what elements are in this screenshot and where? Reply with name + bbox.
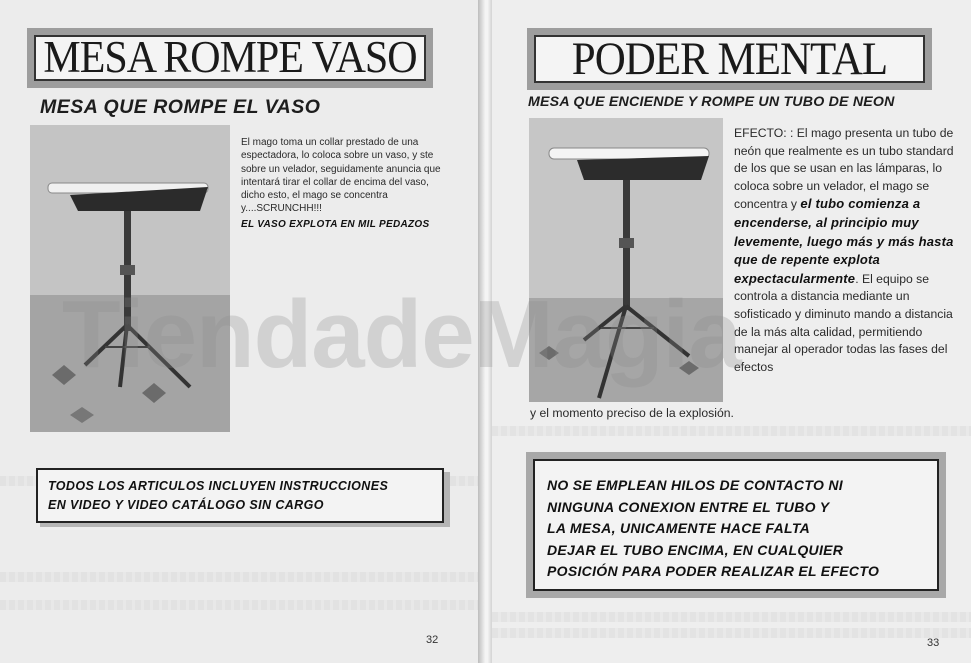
right-page xyxy=(492,0,971,663)
right-intro-text: EFECTO: : El mago presenta un tubo de neón que realmente es un tubo standard de los que se usan en las lámparas, lo coloca sobre un velador, el mago se concentra y xyxy=(734,126,954,212)
bleed-through-line xyxy=(492,426,971,436)
right-notice-box xyxy=(533,459,939,591)
right-product-photo xyxy=(529,118,723,402)
bleed-through-line xyxy=(0,600,480,610)
notice-line: POSICIÓN PARA PODER REALIZAR EL EFECTO xyxy=(547,563,880,579)
right-after-text: . El equipo se controla a distancia mediante un sofisticado y diminuto mando a distancia de la más alta calidad, permitiendo manejar al operador todas las fases del efectos xyxy=(734,271,953,374)
notice-line: TODOS LOS ARTICULOS INCLUYEN INSTRUCCIONES xyxy=(48,479,389,493)
notice-line: NINGUNA CONEXION ENTRE EL TUBO Y xyxy=(547,498,830,515)
watermark: TiendadeMagia xyxy=(62,281,741,388)
left-title-frame xyxy=(27,28,433,88)
right-page-number: 33 xyxy=(927,637,940,649)
right-page-title: PODER MENTAL xyxy=(571,33,888,85)
left-page-title: MESA ROMPE VASO xyxy=(43,33,417,83)
left-product-photo xyxy=(30,125,230,432)
bleed-through-line xyxy=(492,612,971,622)
notice-line: LA MESA, UNICAMENTE HACE FALTA xyxy=(547,520,811,536)
right-notice-frame xyxy=(526,452,946,598)
bleed-through-line xyxy=(492,628,971,638)
right-description xyxy=(734,125,956,376)
left-page-subtitle: MESA QUE ROMPE EL VASO xyxy=(40,96,321,118)
right-page-subtitle: MESA QUE ENCIENDE Y ROMPE UN TUBO DE NEON xyxy=(528,94,895,110)
notice-line: DEJAR EL TUBO ENCIMA, EN CUALQUIER xyxy=(547,541,844,558)
left-notice-box xyxy=(36,468,444,523)
notice-line: EN VIDEO Y VIDEO CATÁLOGO SIN CARGO xyxy=(48,498,324,512)
notice-line: NO SE EMPLEAN HILOS DE CONTACTO NI xyxy=(547,477,843,493)
left-description-text: El mago toma un collar prestado de una espectadora, lo coloca sobre un vaso, y ste sobre un velador, seguidamente anuncia que intentará tirar el collar de encima del vaso, dicho esto, el mago se concentra y....SCRUNCHH!!! xyxy=(241,137,441,215)
left-page xyxy=(0,0,480,663)
bleed-through-line xyxy=(0,572,480,582)
right-title-frame xyxy=(527,28,932,90)
left-description xyxy=(241,136,451,231)
right-bold-text: el tubo comienza a encenderse, al principio muy levemente, luego más y más hasta que de repente explota expectacularmente xyxy=(734,196,954,286)
left-emphasis-text: EL VASO EXPLOTA EN MIL PEDAZOS xyxy=(241,218,430,230)
neon-table-illustration xyxy=(529,118,723,402)
left-page-number: 32 xyxy=(426,634,439,646)
table-stand-illustration xyxy=(30,125,230,432)
right-tail-text: y el momento preciso de la explosión. xyxy=(530,406,734,420)
